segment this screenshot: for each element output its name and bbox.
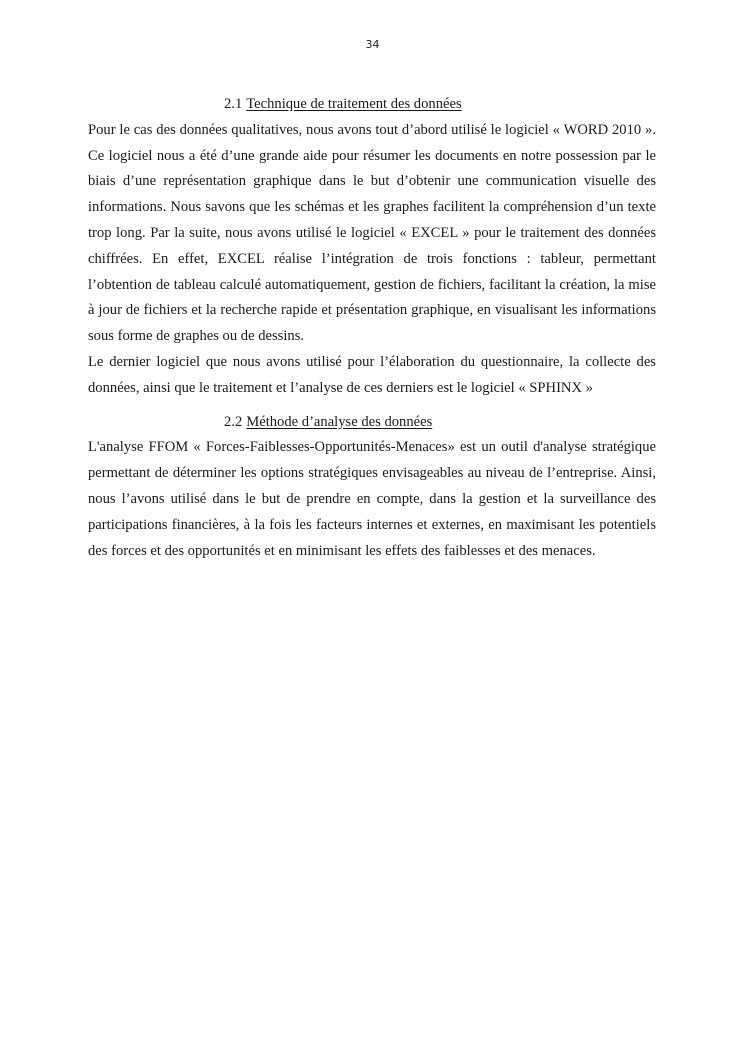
section-heading-2-1 <box>224 92 656 118</box>
document-body <box>88 92 656 564</box>
paragraph: Le dernier logiciel que nous avons utilisé pour l’élaboration du questionnaire, la collecte des données, ainsi que le traitement et l’analyse de ces derniers est le logiciel « SPHINX » <box>88 353 656 396</box>
section-heading-2-2 <box>224 410 656 436</box>
section-number: 2.1 <box>224 96 243 112</box>
section-title: Technique de traitement des données <box>246 96 462 112</box>
paragraph: Pour le cas des données qualitatives, nous avons tout d’abord utilisé le logiciel « WORD 2010 ». Ce logiciel nous a été d’une grande aide pour résumer les documents en notre possession par le biais d’une représentation graphique dans le but d’obtenir une communication visuelle des informations. Nous savons que les schémas et les graphes facilitent la compréhension d’un texte trop long. Par la suite, nous avons utilisé le logiciel « EXCEL » pour le traitement des données chiffrées. En effet, EXCEL réalise l’intégration de trois fonctions : tableur, permettant l’obtention de tableau calculé automatiquement, gestion de fichiers, facilitant la création, la mise à jour de fichiers et la recherche rapide et présentation graphique, en visualisant les informations sous forme de graphes ou de dessins. <box>88 121 656 345</box>
section-spacer <box>88 402 656 410</box>
section-number: 2.2 <box>224 413 243 430</box>
section-title: Méthode d’analyse des données <box>246 413 433 430</box>
paragraph: L'analyse FFOM « Forces-Faiblesses-Opportunités-Menaces» est un outil d'analyse stratégique permettant de déterminer les options stratégiques envisageables au niveau de l’entreprise. Ainsi, nous l’avons utilisé dans le but de prendre en compte, dans la gestion et la surveillance des participations financières, à la fois les facteurs internes et externes, en maximisant les potentiels des forces et des opportunités et en minimisant les effets des faiblesses et des menaces. <box>88 439 656 559</box>
page-number: 34 <box>365 38 380 51</box>
